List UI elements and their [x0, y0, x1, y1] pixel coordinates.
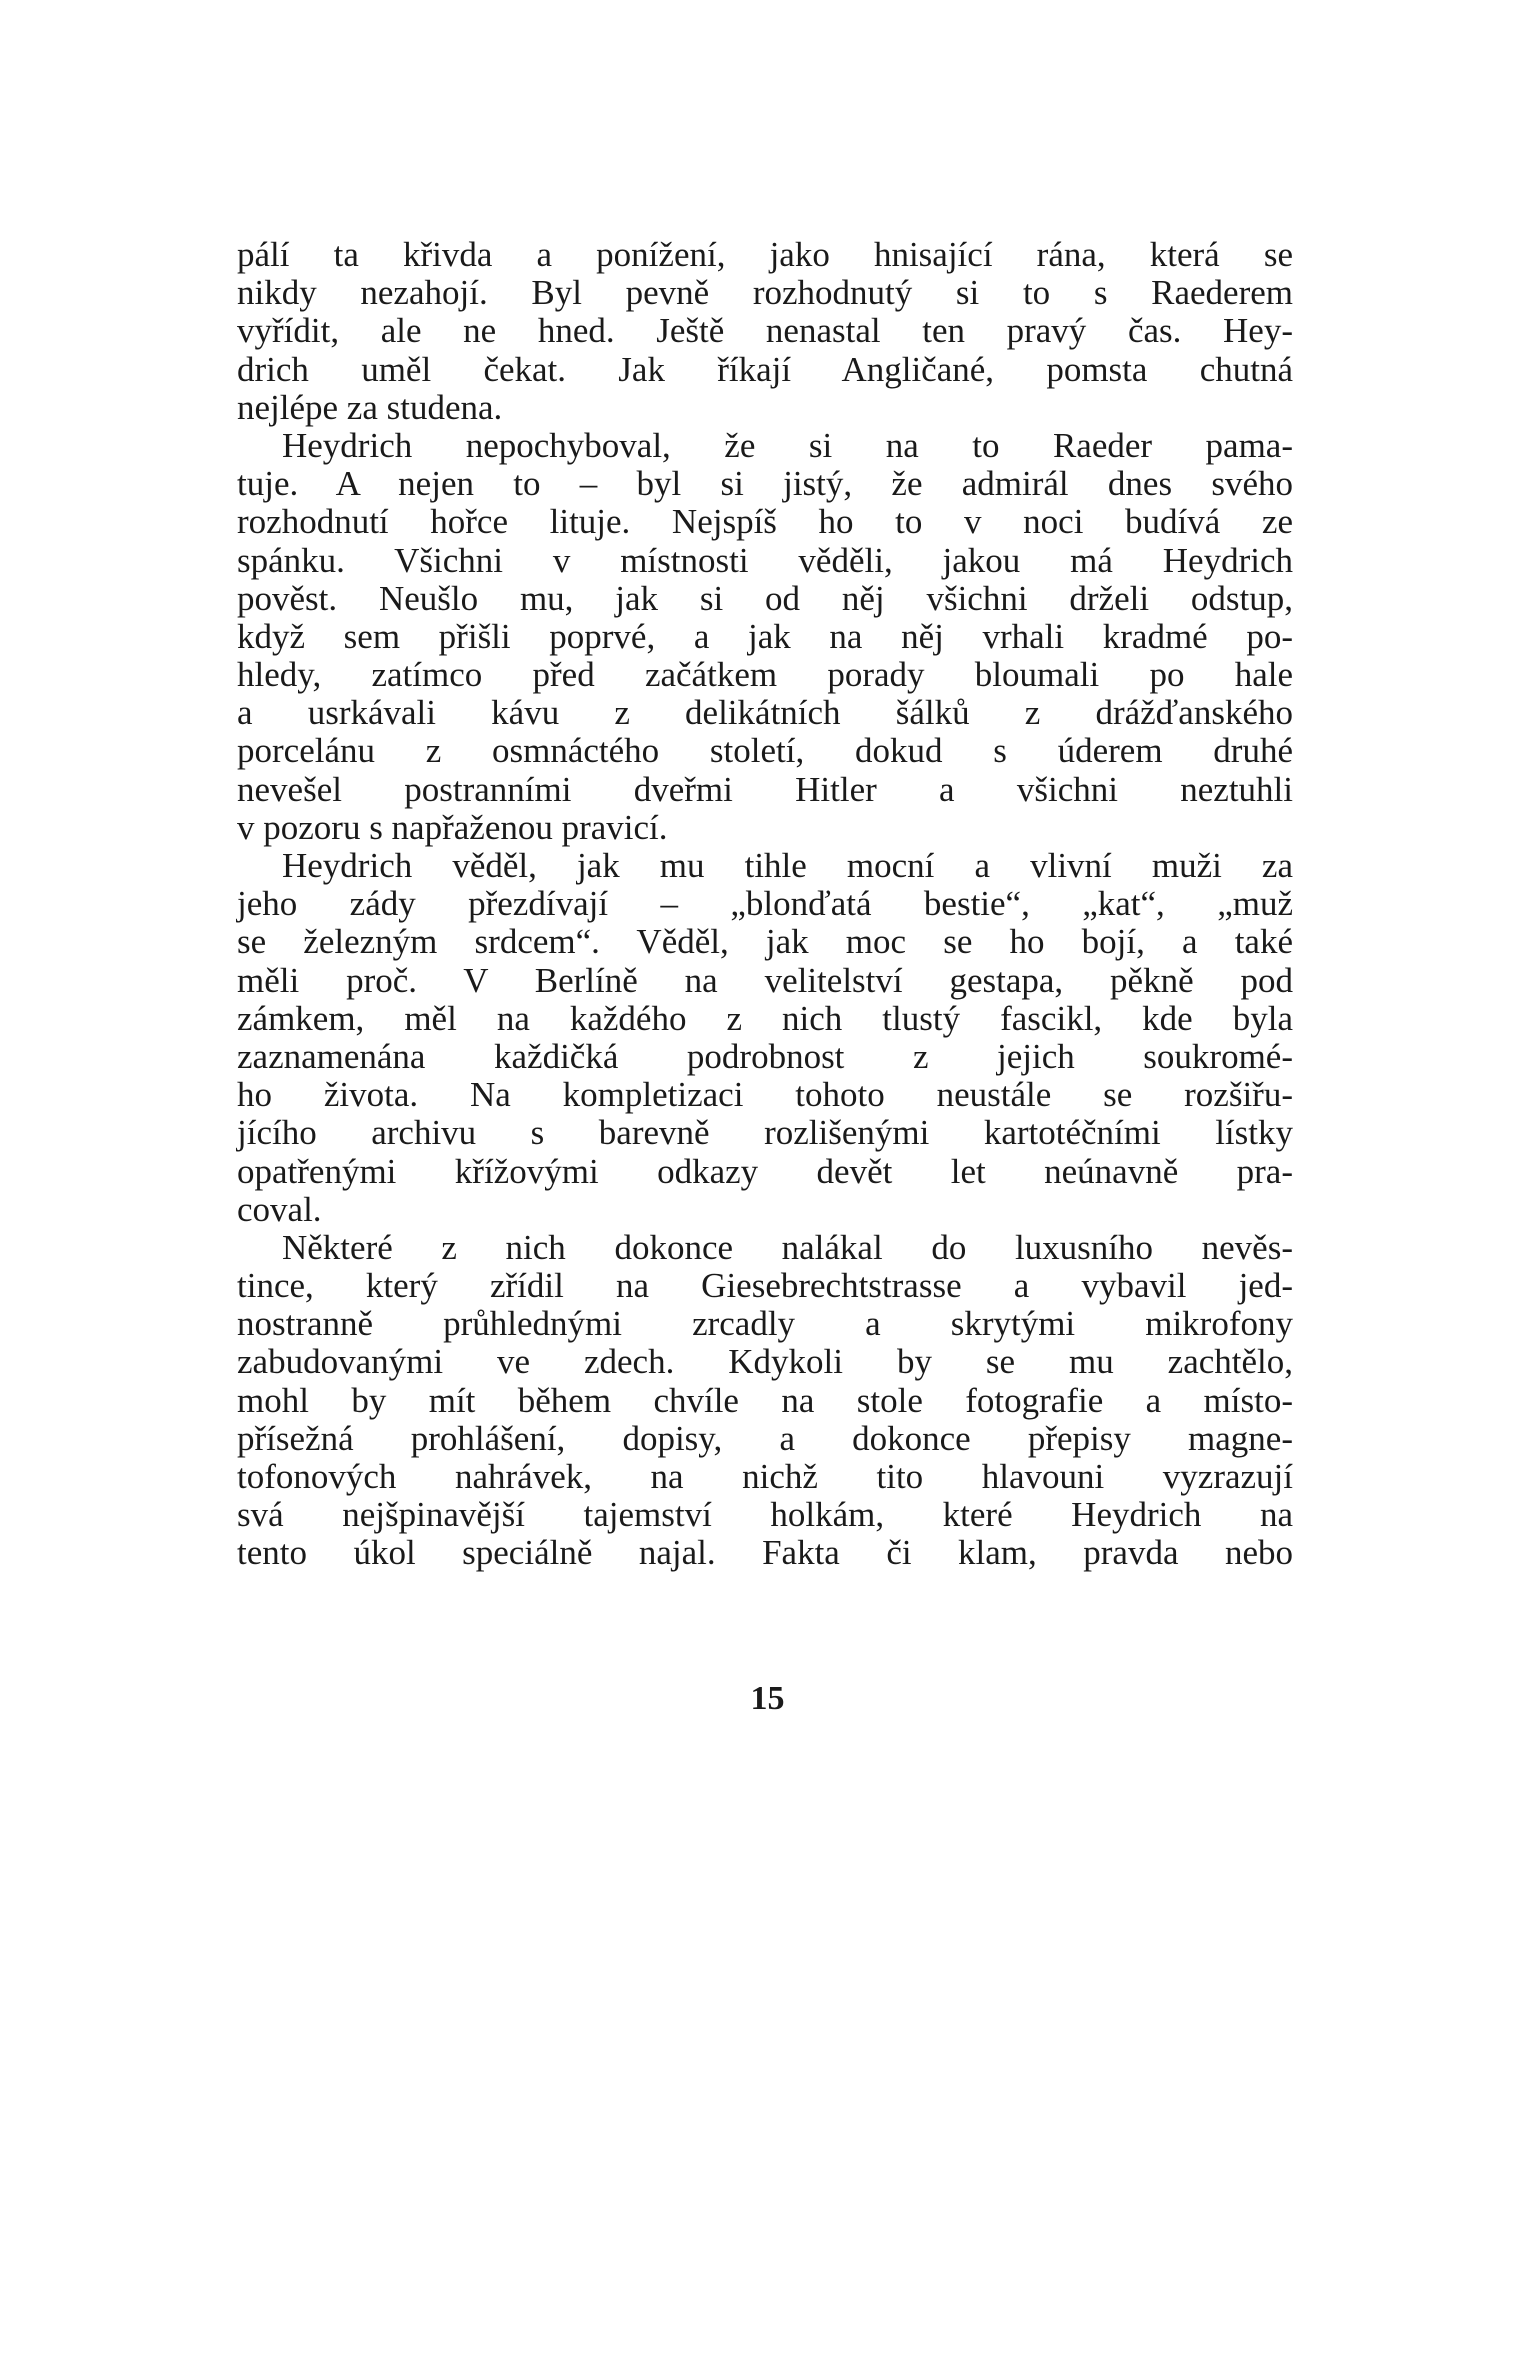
text-line: zaznamenána každičká podrobnost z jejich soukromé-: [237, 1036, 1293, 1076]
text-line: tince, který zřídil na Giesebrechtstrasse a vybavil jed-: [237, 1266, 1293, 1306]
text-line: drich uměl čekat. Jak říkají Angličané, pomsta chutná: [237, 349, 1293, 389]
text-line: zámkem, měl na každého z nich tlustý fascikl, kde byla: [237, 998, 1293, 1038]
text-line: coval.: [237, 1189, 322, 1229]
text-line: Některé z nich dokonce nalákal do luxusního nevěs-: [282, 1227, 1293, 1267]
text-line: opatřenými křížovými odkazy devět let neúnavně pra-: [237, 1151, 1293, 1191]
text-line: ho života. Na kompletizaci tohoto neustále se rozšiřu-: [237, 1075, 1293, 1115]
text-line: nostranně průhlednými zrcadly a skrytými mikrofony: [237, 1304, 1293, 1344]
text-line: se železným srdcem“. Věděl, jak moc se ho bojí, a také: [237, 922, 1293, 962]
text-line: zabudovanými ve zdech. Kdykoli by se mu zachtělo,: [237, 1342, 1293, 1382]
text-line: jícího archivu s barevně rozlišenými kartotéčními lístky: [237, 1113, 1293, 1153]
text-line: a usrkávali kávu z delikátních šálků z drážďanského: [237, 693, 1293, 733]
text-line: nikdy nezahojí. Byl pevně rozhodnutý si to s Raederem: [237, 273, 1293, 313]
text-line: přísežná prohlášení, dopisy, a dokonce přepisy magne-: [237, 1418, 1293, 1458]
text-line: porcelánu z osmnáctého století, dokud s úderem druhé: [237, 731, 1293, 771]
body-text: [237, 236, 1293, 1573]
text-line: spánku. Všichni v místnosti věděli, jakou má Heydrich: [237, 540, 1293, 580]
text-line: měli proč. V Berlíně na velitelství gestapa, pěkně pod: [237, 960, 1293, 1000]
text-line: svá nejšpinavější tajemství holkám, které Heydrich na: [237, 1495, 1293, 1535]
text-line: rozhodnutí hořce lituje. Nejspíš ho to v noci budívá ze: [237, 502, 1293, 542]
text-line: pálí ta křivda a ponížení, jako hnisající rána, která se: [237, 235, 1293, 274]
text-line: nejlépe za studena.: [237, 387, 503, 427]
text-line: když sem přišli poprvé, a jak na něj vrhali kradmé po-: [237, 616, 1293, 656]
text-line: Heydrich věděl, jak mu tihle mocní a vlivní muži za: [282, 846, 1293, 885]
text-line: tofonových nahrávek, na nichž tito hlavouni vyzrazují: [237, 1457, 1293, 1496]
text-line: hledy, zatímco před začátkem porady bloumali po hale: [237, 655, 1293, 695]
page-number: 15: [750, 1680, 785, 1717]
text-line: pověst. Neušlo mu, jak si od něj všichni drželi odstup,: [237, 578, 1293, 618]
text-line: Heydrich nepochyboval, že si na to Raeder pama-: [282, 425, 1293, 465]
text-line: nevešel postranními dveřmi Hitler a všichni neztuhli: [237, 769, 1293, 809]
text-line: vyřídit, ale ne hned. Ještě nenastal ten pravý čas. Hey-: [237, 311, 1293, 351]
text-line: tuje. A nejen to – byl si jistý, že admirál dnes svého: [237, 464, 1293, 504]
text-line: v pozoru s napřaženou pravicí.: [237, 807, 668, 847]
text-line: mohl by mít během chvíle na stole fotografie a místo-: [237, 1380, 1293, 1420]
text-line: tento úkol speciálně najal. Fakta či klam, pravda nebo: [237, 1533, 1293, 1573]
text-line: jeho zády přezdívají – „blonďatá bestie“, „kat“, „muž: [237, 884, 1293, 924]
